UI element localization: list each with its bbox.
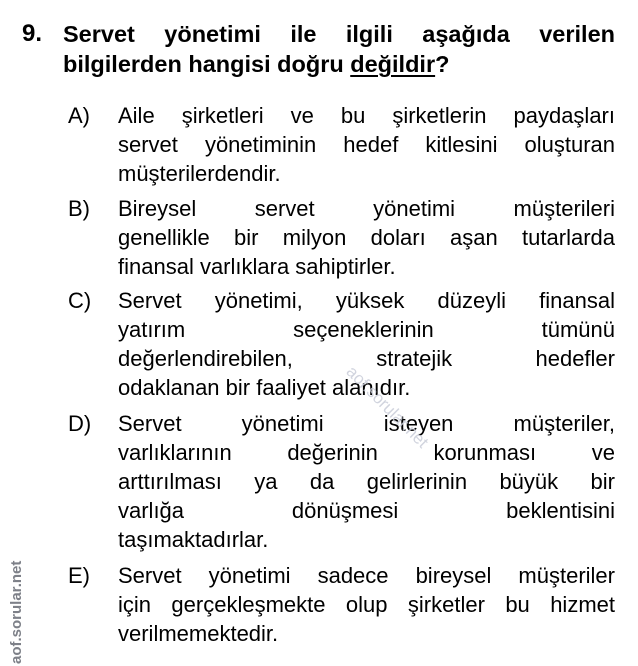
- option-a-line: Aile şirketleri ve bu şirketlerin paydaşları: [118, 103, 615, 128]
- option-a-label: A): [68, 103, 90, 128]
- option-e-line: Servet yönetimi sadece bireysel müşteriler: [118, 563, 615, 588]
- option-e-label: E): [68, 563, 90, 588]
- side-watermark: aof.sorular.net: [8, 560, 25, 664]
- option-d-line: varlığa dönüşmesi beklentisini: [118, 498, 615, 523]
- option-b-line: genellikle bir milyon doları aşan tutarlarda: [118, 225, 615, 250]
- option-d-line: taşımaktadırlar.: [118, 527, 269, 552]
- option-d-label: D): [68, 411, 92, 436]
- option-e-line: verilmemektedir.: [118, 621, 279, 646]
- option-a-line: servet yönetiminin hedef kitlesini oluşturan: [118, 132, 615, 157]
- question-text-line-2: [63, 50, 615, 78]
- option-d-line: varlıklarının değerinin korunması ve: [118, 440, 615, 465]
- question-end-mark: ?: [435, 51, 450, 77]
- question-text-line-1: Servet yönetimi ile ilgili aşağıda verilen: [63, 21, 615, 47]
- option-c-line: değerlendirebilen, stratejik hedefler: [118, 346, 615, 371]
- question-number: 9.: [22, 20, 43, 47]
- question-emphasis: değildir: [350, 51, 436, 77]
- option-e-line: için gerçekleşmekte olup şirketler bu hizmet: [118, 592, 615, 617]
- option-b-line: finansal varlıklara sahiptirler.: [118, 254, 396, 279]
- option-c-line: Servet yönetimi, yüksek düzeyli finansal: [118, 288, 615, 313]
- option-b-label: B): [68, 196, 90, 221]
- watermark: aof.sorular.net: [342, 362, 433, 452]
- option-c-line: yatırım seçeneklerinin tümünü: [118, 317, 615, 342]
- option-b-line: Bireysel servet yönetimi müşterileri: [118, 196, 615, 221]
- option-c-label: C): [68, 288, 92, 313]
- option-c-line: odaklanan bir faaliyet alanıdır.: [118, 375, 411, 400]
- question-text-part: bilgilerden hangisi doğru: [63, 51, 351, 77]
- option-d-line: arttırılması ya da gelirlerinin büyük bir: [118, 469, 615, 494]
- option-d-line: Servet yönetimi isteyen müşteriler,: [118, 411, 615, 436]
- option-a-line: müşterilerdendir.: [118, 161, 281, 186]
